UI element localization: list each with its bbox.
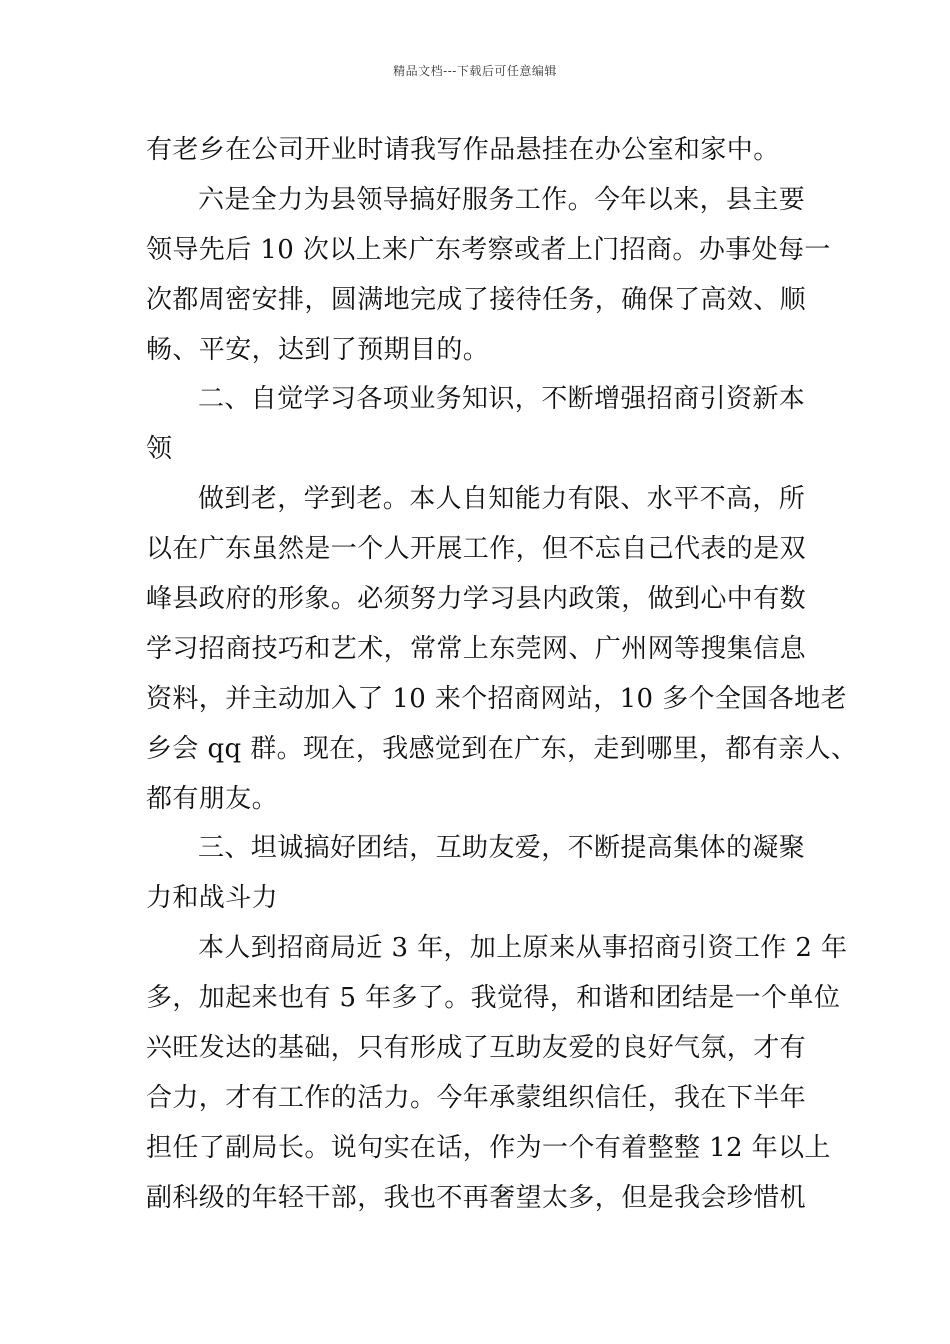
text-line: 六是全力为县领导搞好服务工作。今年以来，县主要 bbox=[198, 184, 806, 215]
text-line: 都有朋友。 bbox=[146, 783, 279, 814]
text-line: 三、坦诚搞好团结，互助友爱，不断提高集体的凝聚 bbox=[198, 833, 806, 864]
text-line: 合力，才有工作的活力。今年承蒙组织信任，我在下半年 bbox=[146, 1082, 807, 1113]
text-line: 领 bbox=[146, 434, 173, 465]
text-line: 以在广东虽然是一个人开展工作，但不忘自己代表的是双 bbox=[146, 534, 807, 565]
text-line: 次都周密安排，圆满地完成了接待任务，确保了高效、顺 bbox=[146, 284, 807, 315]
document-body bbox=[146, 126, 858, 1224]
text-line: 峰县政府的形象。必须努力学习县内政策，做到心中有数 bbox=[146, 584, 807, 615]
text-line: 多，加起来也有 5 年多了。我觉得，和谐和团结是一个单位 bbox=[146, 983, 841, 1014]
text-line: 乡会 qq 群。现在，我感觉到在广东，走到哪里，都有亲人、 bbox=[146, 733, 858, 764]
text-line: 兴旺发达的基础，只有形成了互助友爱的良好气氛，才有 bbox=[146, 1033, 807, 1064]
text-line: 领导先后 10 次以上来广东考察或者上门招商。办事处每一 bbox=[146, 234, 831, 265]
text-line: 力和战斗力 bbox=[146, 883, 279, 914]
text-line: 做到老，学到老。本人自知能力有限、水平不高，所 bbox=[198, 484, 806, 515]
text-line: 本人到招商局近 3 年，加上原来从事招商引资工作 2 年 bbox=[198, 933, 848, 964]
text-line: 二、自觉学习各项业务知识，不断增强招商引资新本 bbox=[198, 384, 806, 415]
text-line: 副科级的年轻干部，我也不再奢望太多，但是我会珍惜机 bbox=[146, 1182, 807, 1213]
text-line: 学习招商技巧和艺术，常常上东莞网、广州网等搜集信息 bbox=[146, 633, 807, 664]
text-line: 资料，并主动加入了 10 来个招商网站，10 多个全国各地老 bbox=[146, 683, 847, 714]
page-header: 精品文档---下载后可任意编辑 bbox=[393, 64, 557, 78]
text-line: 畅、平安，达到了预期目的。 bbox=[146, 334, 490, 365]
text-line: 有老乡在公司开业时请我写作品悬挂在办公室和家中。 bbox=[146, 135, 780, 165]
text-line: 担任了副局长。说句实在话，作为一个有着整整 12 年以上 bbox=[146, 1132, 831, 1163]
